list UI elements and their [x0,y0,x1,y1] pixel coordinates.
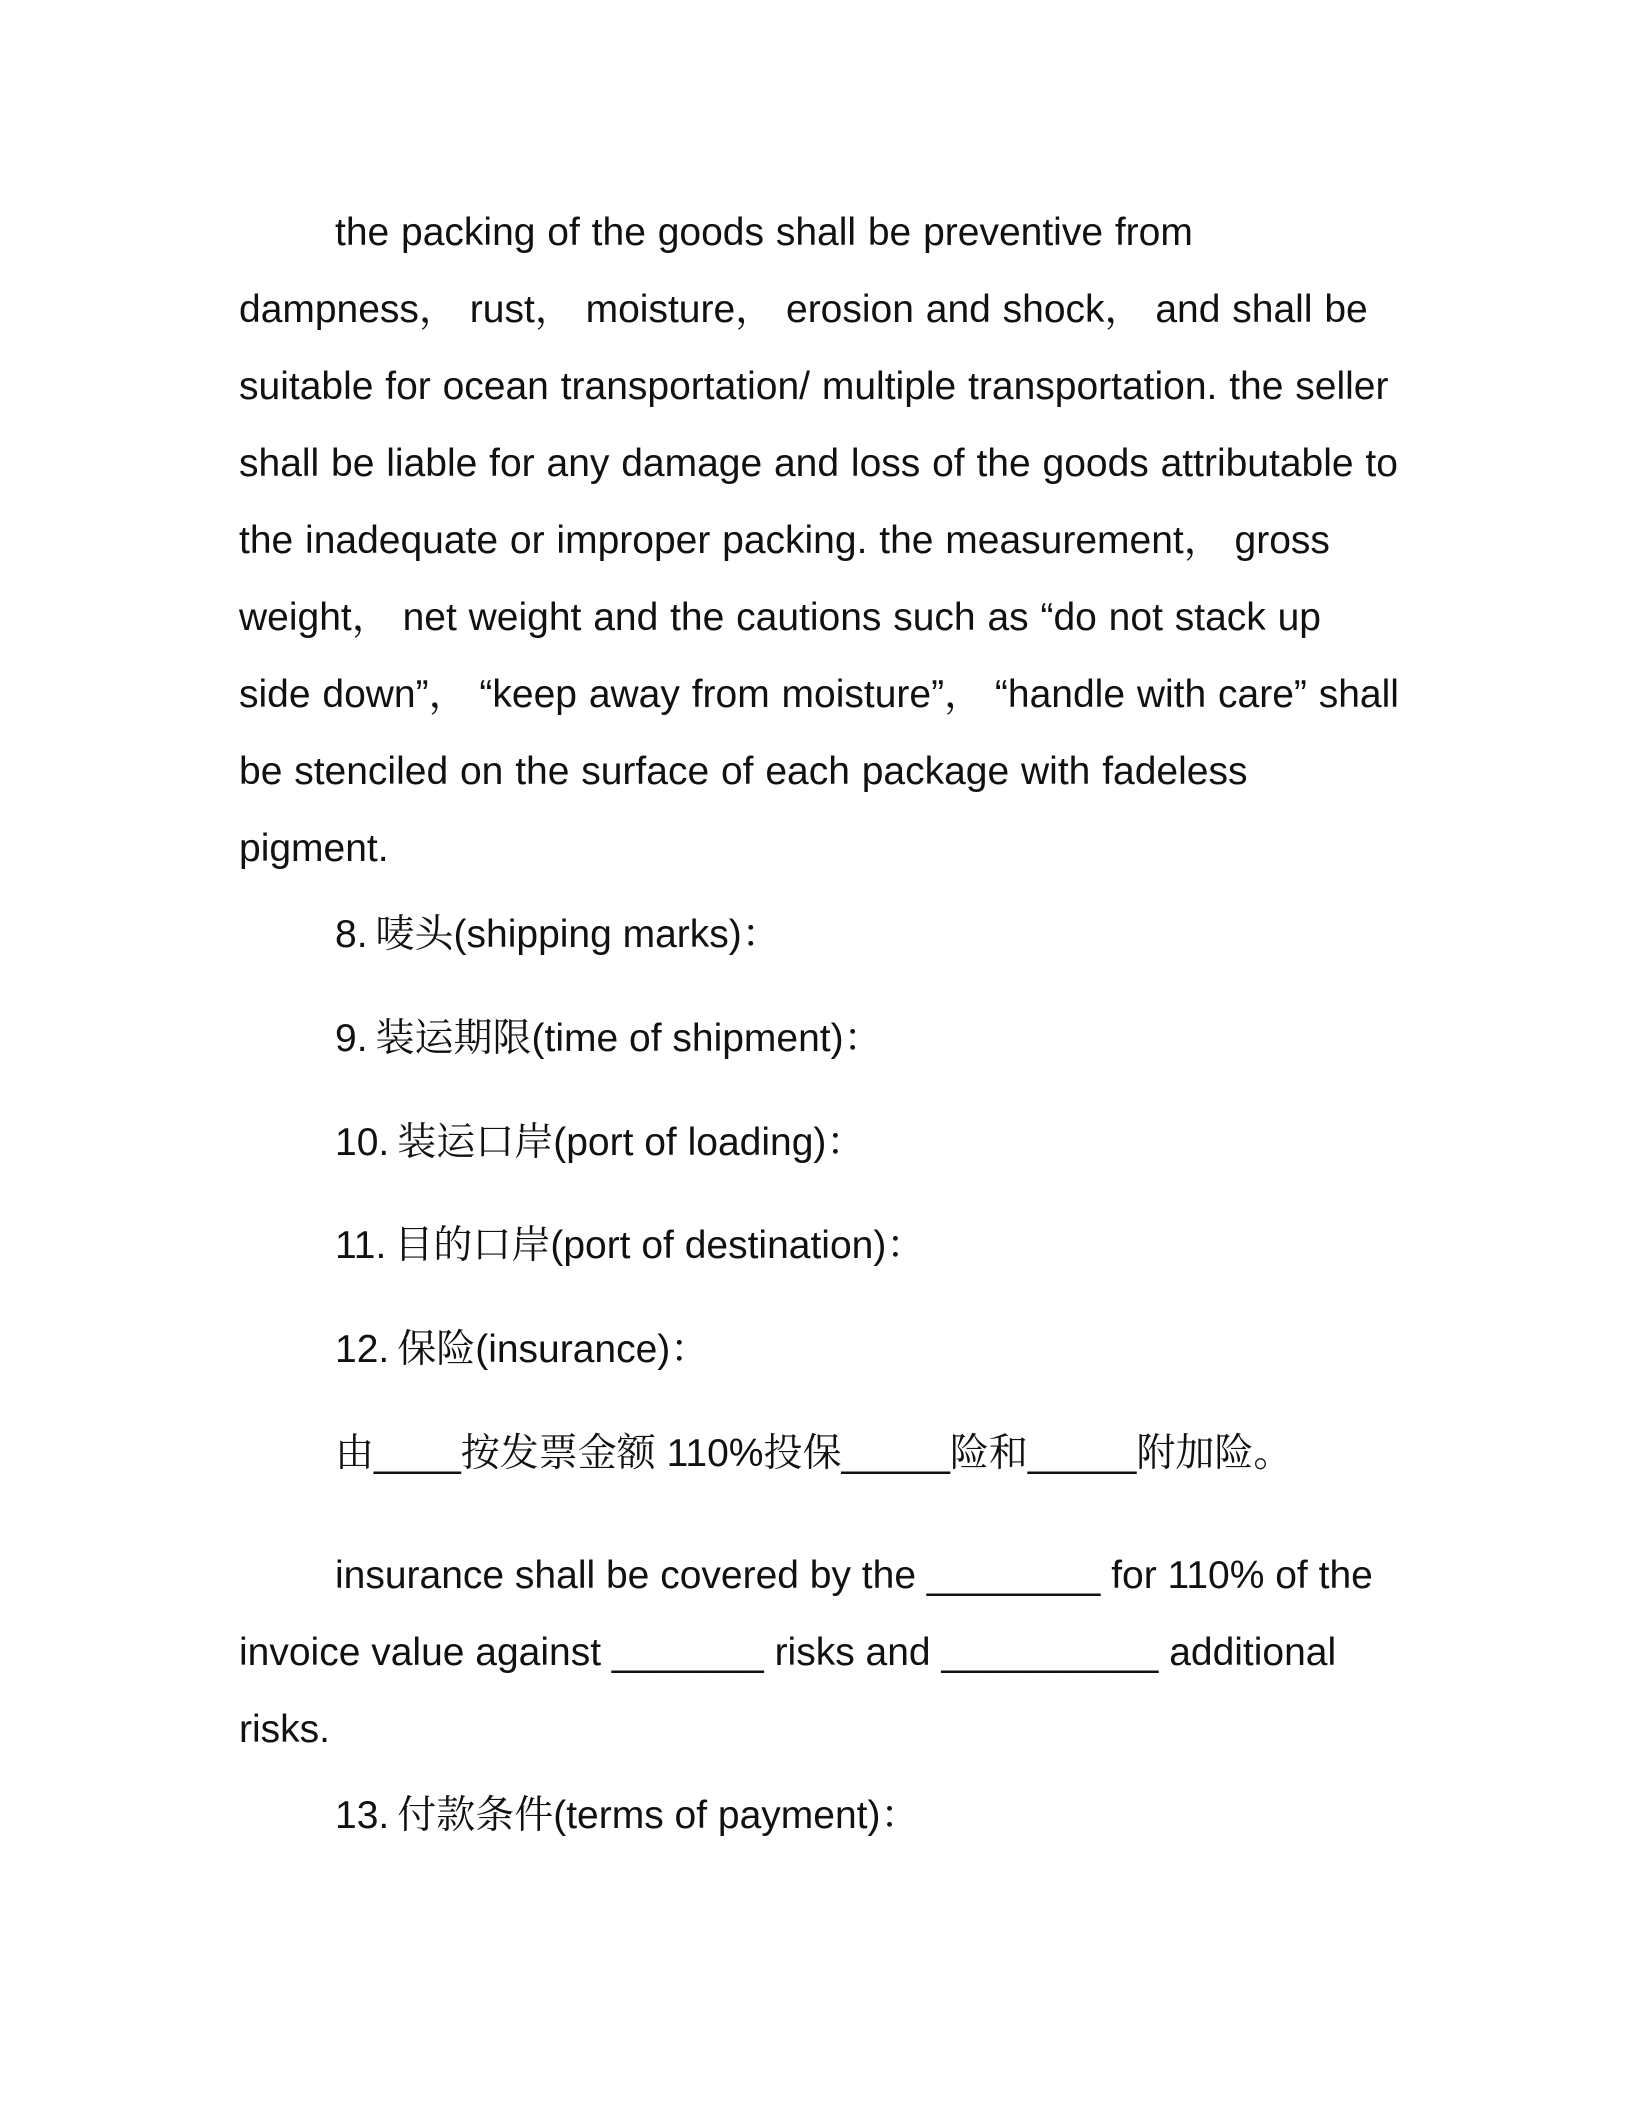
item-number: 10. [335,1121,390,1164]
insurance-english-clause: insurance shall be covered by the ________ for 110% of the invoice value against _______ risks and __________ additional risks. [239,1554,1373,1751]
item-number: 12. [335,1328,390,1371]
item-number: 13. [335,1794,390,1837]
item-number: 8. [335,913,368,956]
item-text: 唛头(shipping marks)： [375,913,781,956]
item-text: 装运口岸(port of loading)： [397,1121,866,1164]
item-text: 装运期限(time of shipment)： [375,1017,883,1060]
item-8-shipping-marks [335,910,781,960]
item-10-port-of-loading [335,1118,865,1168]
item-text: 付款条件(terms of payment)： [397,1794,920,1837]
item-13-terms-of-payment [335,1791,919,1841]
item-text: 目的口岸(port of destination)： [394,1224,926,1267]
item-11-port-of-destination [335,1221,925,1271]
item-9-time-of-shipment [335,1014,883,1064]
packing-paragraph: the packing of the goods shall be preventive from dampness， rust， moisture， erosion and shock， and shall be suitable for ocean transportation/ multiple transportation. the seller shall be liable for any damage and loss of the goods attributable to the inadequate or improper packing. the measurement， gross weight， net weight and the cautions such as “do not stack up side down”， “keep away from moisture”， “handle with care” shall be stenciled on the surface of each package with fadeless pigment. [239,211,1399,870]
item-12-insurance [335,1325,709,1375]
item-text: 保险(insurance)： [397,1328,710,1371]
item-number: 9. [335,1017,368,1060]
insurance-chinese-clause: 由____按发票金额 110%投保_____险和_____附加险。 [335,1432,1293,1475]
item-number: 11. [335,1224,387,1267]
